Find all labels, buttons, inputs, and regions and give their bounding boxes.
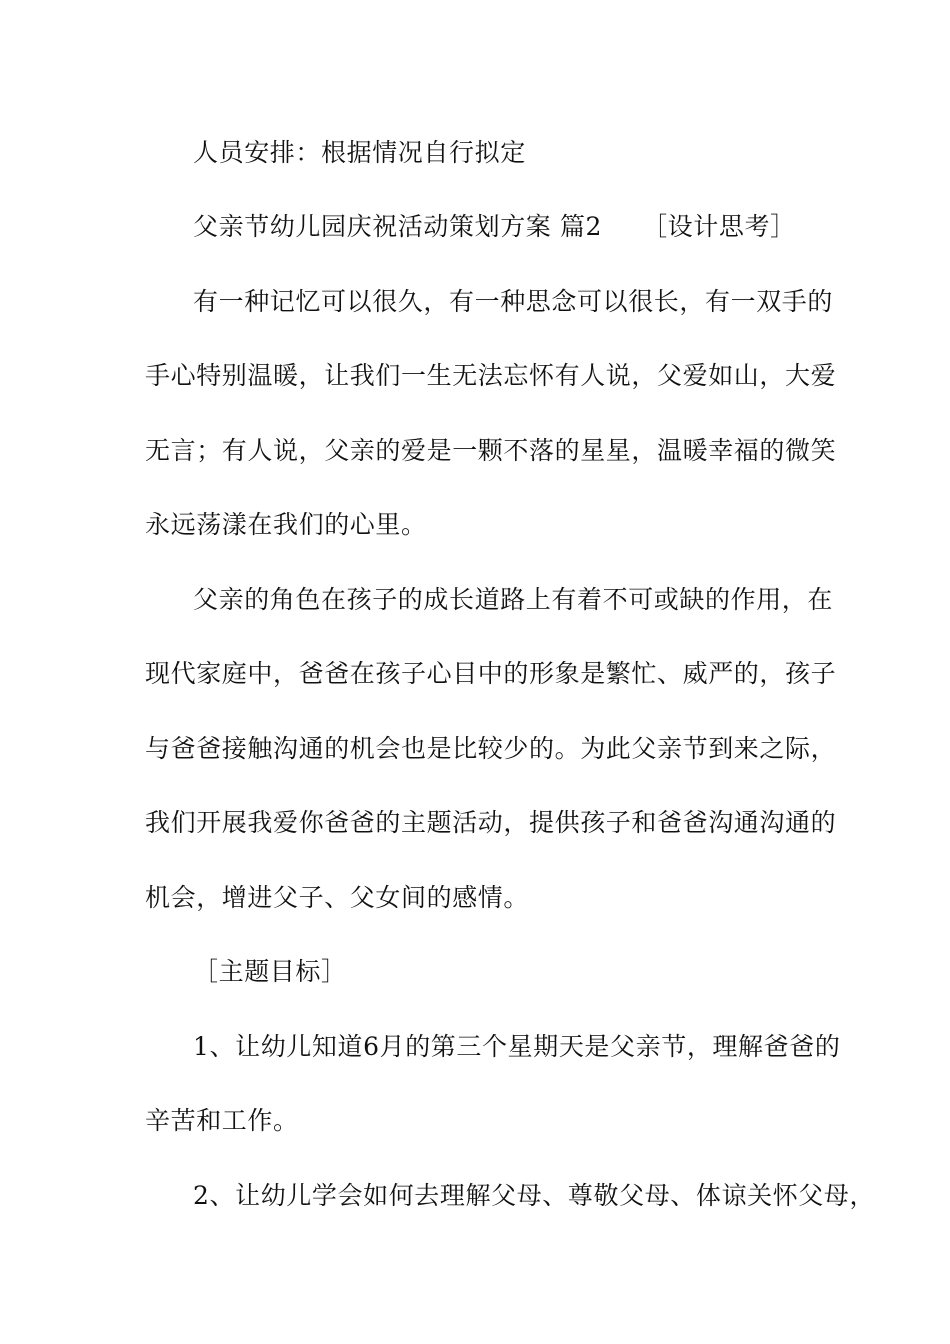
text-line: 无言；有人说，父亲的爱是一颗不落的星星，温暖幸福的微笑 — [145, 436, 837, 465]
text-line: 现代家庭中，爸爸在孩子心目中的形象是繁忙、威严的，孩子 — [145, 659, 837, 688]
text-line: 父亲的角色在孩子的成长道路上有着不可或缺的作用，在 — [193, 585, 834, 614]
text-line: 与爸爸接触沟通的机会也是比较少的。为此父亲节到来之际， — [145, 734, 837, 763]
text-line: 手心特别温暖，让我们一生无法忘怀有人说，父爱如山，大爱 — [145, 361, 837, 390]
section-label: ［设计思考］ — [642, 212, 796, 241]
text-line: 辛苦和工作。 — [145, 1106, 299, 1135]
section-heading — [193, 212, 796, 242]
text-line: 我们开展我爱你爸爸的主题活动，提供孩子和爸爸沟通沟通的 — [145, 808, 837, 837]
text-line: 永远荡漾在我们的心里。 — [145, 510, 427, 539]
text-line: 2、让幼儿学会如何去理解父母、尊敬父母、体谅关怀父母， — [193, 1181, 876, 1210]
text-line: 机会，增进父子、父女间的感情。 — [145, 883, 530, 912]
text-line: 1、让幼儿知道6月的第三个星期天是父亲节，理解爸爸的 — [193, 1032, 841, 1061]
section-label: ［主题目标］ — [193, 957, 347, 986]
text-line: 人员安排：根据情况自行拟定 — [193, 138, 526, 167]
text-line: 有一种记忆可以很久，有一种思念可以很长，有一双手的 — [193, 287, 834, 316]
section-title: 父亲节幼儿园庆祝活动策划方案 篇2 — [193, 212, 603, 241]
